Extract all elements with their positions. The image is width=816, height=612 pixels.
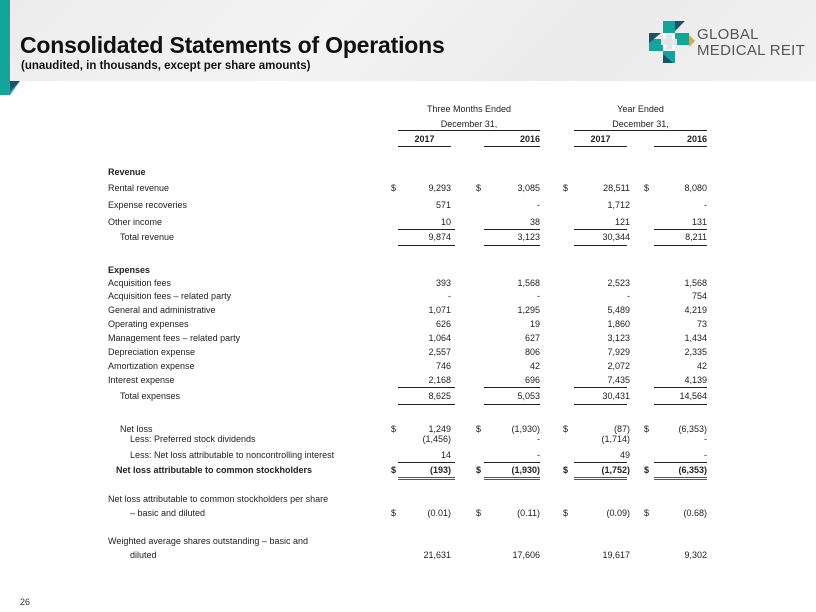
cell-value: (0.11) xyxy=(517,508,540,518)
double-rule xyxy=(398,477,455,480)
cell-value: 1,064 xyxy=(428,333,451,343)
cell-value: 1,071 xyxy=(428,305,451,315)
expenses-heading: Expenses xyxy=(108,265,151,275)
table-row xyxy=(0,332,816,345)
cell-value: 49 xyxy=(619,450,630,460)
col-group-1-line-2: December 31, xyxy=(440,119,498,129)
double-rule xyxy=(484,477,540,480)
table-row xyxy=(0,290,816,303)
row-label: Net loss attributable to common stockholders xyxy=(116,465,313,475)
table-row xyxy=(0,346,816,359)
year-rule-4 xyxy=(654,146,707,147)
cell-value: 2,557 xyxy=(428,347,451,357)
col-year-3: 2017 xyxy=(590,134,611,144)
cell-value: 1,295 xyxy=(517,305,540,315)
cell-value: 131 xyxy=(691,217,707,227)
col-group-2-rule xyxy=(574,130,707,131)
cell-value: 5,489 xyxy=(607,305,630,315)
cell-value: (0.68) xyxy=(683,508,707,518)
expenses-heading-row xyxy=(0,264,816,277)
year-rule-1 xyxy=(398,146,451,147)
cell-value: 746 xyxy=(435,361,451,371)
cell-value: 4,139 xyxy=(684,375,707,385)
cell-value: 1,712 xyxy=(607,200,630,210)
total-rule xyxy=(484,245,540,246)
cell-value: (1,714) xyxy=(601,434,630,444)
cell-value: 42 xyxy=(529,361,540,371)
logo-line-2: MEDICAL REIT xyxy=(697,42,806,59)
cell-value: (1,930) xyxy=(511,465,540,475)
cell-value: 2,072 xyxy=(607,361,630,371)
cell-value: 4,219 xyxy=(684,305,707,315)
subtotal-rule xyxy=(574,387,627,388)
table-row xyxy=(0,182,816,195)
preferred-dividends-row xyxy=(0,433,816,446)
subtotal-rule xyxy=(654,229,707,230)
col-group-1-line-1: Three Months Ended xyxy=(426,104,512,114)
subtotal-rule xyxy=(398,462,455,463)
accent-arrow-shadow xyxy=(10,81,20,91)
cell-value: 754 xyxy=(691,291,707,301)
shares-label-row xyxy=(0,535,816,548)
total-rule xyxy=(574,404,627,405)
dollar-sign: $ xyxy=(391,465,397,475)
cell-value: 73 xyxy=(696,319,707,329)
total-rule xyxy=(398,245,455,246)
cell-value: (1,930) xyxy=(511,424,540,434)
cell-value: 19,617 xyxy=(602,550,630,560)
cell-value: 121 xyxy=(614,217,630,227)
dollar-sign: $ xyxy=(644,183,650,193)
total-rule xyxy=(654,245,707,246)
subtotal-rule xyxy=(574,462,627,463)
cell-value: 14 xyxy=(440,450,451,460)
row-label: Interest expense xyxy=(108,375,175,385)
cell-value: 3,085 xyxy=(517,183,540,193)
noncontrolling-row xyxy=(0,449,816,462)
cell-value: 21,631 xyxy=(423,550,451,560)
cell-value: - xyxy=(704,450,707,460)
total-rule xyxy=(484,404,540,405)
dollar-sign: $ xyxy=(391,183,397,193)
cell-value: 10 xyxy=(440,217,451,227)
cell-value: 8,211 xyxy=(685,232,707,242)
cell-value: 9,874 xyxy=(428,232,451,242)
cell-value: - xyxy=(537,291,540,301)
row-label: Weighted average shares outstanding – basic and xyxy=(108,536,308,546)
col-year-1: 2017 xyxy=(414,134,435,144)
table-row xyxy=(0,318,816,331)
double-rule xyxy=(654,477,707,480)
cell-value: 1,434 xyxy=(684,333,707,343)
cell-value: 8,625 xyxy=(428,391,451,401)
total-rule xyxy=(398,404,455,405)
cell-value: 627 xyxy=(524,333,540,343)
cell-value: (0.09) xyxy=(606,508,630,518)
dollar-sign: $ xyxy=(476,183,482,193)
net-loss-common-row xyxy=(0,464,816,477)
page-title: Consolidated Statements of Operations xyxy=(20,32,445,58)
table-row xyxy=(0,277,816,290)
double-rule xyxy=(574,477,627,480)
cell-value: 7,929 xyxy=(607,347,630,357)
cell-value: 17,606 xyxy=(512,550,540,560)
dollar-sign: $ xyxy=(644,465,650,475)
row-label: – basic and diluted xyxy=(130,508,206,518)
cell-value: 42 xyxy=(696,361,707,371)
cell-value: 9,302 xyxy=(684,550,707,560)
cell-value: (1,752) xyxy=(601,465,630,475)
row-label: Operating expenses xyxy=(108,319,189,329)
revenue-heading: Revenue xyxy=(108,167,146,177)
logo-text xyxy=(697,27,805,59)
cell-value: (0.01) xyxy=(427,508,451,518)
cell-value: 2,335 xyxy=(684,347,707,357)
table-row xyxy=(0,199,816,212)
dollar-sign: $ xyxy=(391,508,397,518)
page-number: 26 xyxy=(20,597,31,607)
cell-value: - xyxy=(627,291,630,301)
year-rule-3 xyxy=(574,146,627,147)
dollar-sign: $ xyxy=(563,424,569,434)
col-year-2: 2016 xyxy=(519,134,540,144)
dollar-sign: $ xyxy=(563,183,569,193)
cell-value: 14,564 xyxy=(679,391,707,401)
cell-value: 1,568 xyxy=(517,278,540,288)
col-group-2-line-2: December 31, xyxy=(612,119,669,129)
subtotal-rule xyxy=(398,229,455,230)
cell-value: 28,511 xyxy=(603,183,630,193)
subtotal-rule xyxy=(574,229,627,230)
cell-value: 1,249 xyxy=(428,424,451,434)
cell-value: - xyxy=(537,450,540,460)
total-revenue-row xyxy=(0,231,816,244)
logo-line-1: GLOBAL xyxy=(697,26,759,43)
cell-value: 571 xyxy=(435,200,451,210)
row-label: Amortization expense xyxy=(108,361,195,371)
page-subtitle: (unaudited, in thousands, except per share amounts) xyxy=(21,60,311,72)
subtotal-rule xyxy=(654,462,707,463)
table-row xyxy=(0,360,816,373)
cell-value: 30,431 xyxy=(602,391,630,401)
col-group-2-line-1: Year Ended xyxy=(617,104,664,114)
cell-value: 1,568 xyxy=(684,278,707,288)
cell-value: (6,353) xyxy=(678,424,707,434)
cell-value: 3,123 xyxy=(607,333,630,343)
cell-value: 38 xyxy=(529,217,540,227)
cell-value: 5,053 xyxy=(517,391,540,401)
dollar-sign: $ xyxy=(563,508,569,518)
cell-value: 3,123 xyxy=(517,232,540,242)
cell-value: 696 xyxy=(524,375,540,385)
cell-value: 8,080 xyxy=(684,183,707,193)
cell-value: 626 xyxy=(435,319,451,329)
dollar-sign: $ xyxy=(563,465,569,475)
col-year-4: 2016 xyxy=(686,134,707,144)
row-label: Expense recoveries xyxy=(108,200,188,210)
row-label: Total expenses xyxy=(120,391,181,401)
cell-value: (87) xyxy=(613,424,630,434)
subtotal-rule xyxy=(398,387,455,388)
total-expenses-row xyxy=(0,390,816,403)
cell-value: - xyxy=(537,434,540,444)
cell-value: 1,860 xyxy=(607,319,630,329)
accent-bar xyxy=(0,0,10,81)
per-share-label-row xyxy=(0,493,816,506)
shares-row xyxy=(0,549,816,562)
cell-value: - xyxy=(704,200,707,210)
cell-value: 2,523 xyxy=(607,278,630,288)
table-row xyxy=(0,374,816,387)
cell-value: 806 xyxy=(524,347,540,357)
table-row xyxy=(0,304,816,317)
subtotal-rule xyxy=(484,229,540,230)
row-label: Acquisition fees – related party xyxy=(108,291,232,301)
subtotal-rule xyxy=(654,387,707,388)
dollar-sign: $ xyxy=(476,508,482,518)
col-group-1-rule xyxy=(398,130,540,131)
per-share-row xyxy=(0,507,816,520)
row-label: General and administrative xyxy=(108,305,216,315)
dollar-sign: $ xyxy=(644,424,650,434)
row-label: Other income xyxy=(108,217,163,227)
subtotal-rule xyxy=(484,387,540,388)
global-medical-reit-logo-icon xyxy=(645,18,695,66)
cell-value: 9,293 xyxy=(428,183,451,193)
total-rule xyxy=(574,245,627,246)
cell-value: (6,353) xyxy=(678,465,707,475)
cell-value: - xyxy=(704,434,707,444)
dollar-sign: $ xyxy=(644,508,650,518)
dollar-sign: $ xyxy=(476,465,482,475)
row-label: Net loss xyxy=(120,424,153,434)
cell-value: 393 xyxy=(435,278,451,288)
row-label: Depreciation expense xyxy=(108,347,196,357)
row-label: Acquisition fees xyxy=(108,278,172,288)
cell-value: - xyxy=(448,291,451,301)
dollar-sign: $ xyxy=(476,424,482,434)
total-rule xyxy=(654,404,707,405)
revenue-heading-row xyxy=(0,166,816,179)
cell-value: 7,435 xyxy=(607,375,630,385)
row-label: Less: Net loss attributable to noncontrolling interest xyxy=(130,450,335,460)
row-label: Rental revenue xyxy=(108,183,170,193)
table-row xyxy=(0,216,816,229)
cell-value: 2,168 xyxy=(428,375,451,385)
dollar-sign: $ xyxy=(391,424,397,434)
cell-value: 30,344 xyxy=(602,232,630,242)
cell-value: 19 xyxy=(529,319,540,329)
subtotal-rule xyxy=(484,462,540,463)
cell-value: - xyxy=(537,200,540,210)
year-rule-2 xyxy=(484,146,540,147)
cell-value: (1,456) xyxy=(422,434,451,444)
row-label: Management fees – related party xyxy=(108,333,241,343)
row-label: Net loss attributable to common stockholders per share xyxy=(108,494,329,504)
row-label: Total revenue xyxy=(120,232,175,242)
row-label: diluted xyxy=(130,550,157,560)
row-label: Less: Preferred stock dividends xyxy=(130,434,256,444)
cell-value: (193) xyxy=(429,465,451,475)
